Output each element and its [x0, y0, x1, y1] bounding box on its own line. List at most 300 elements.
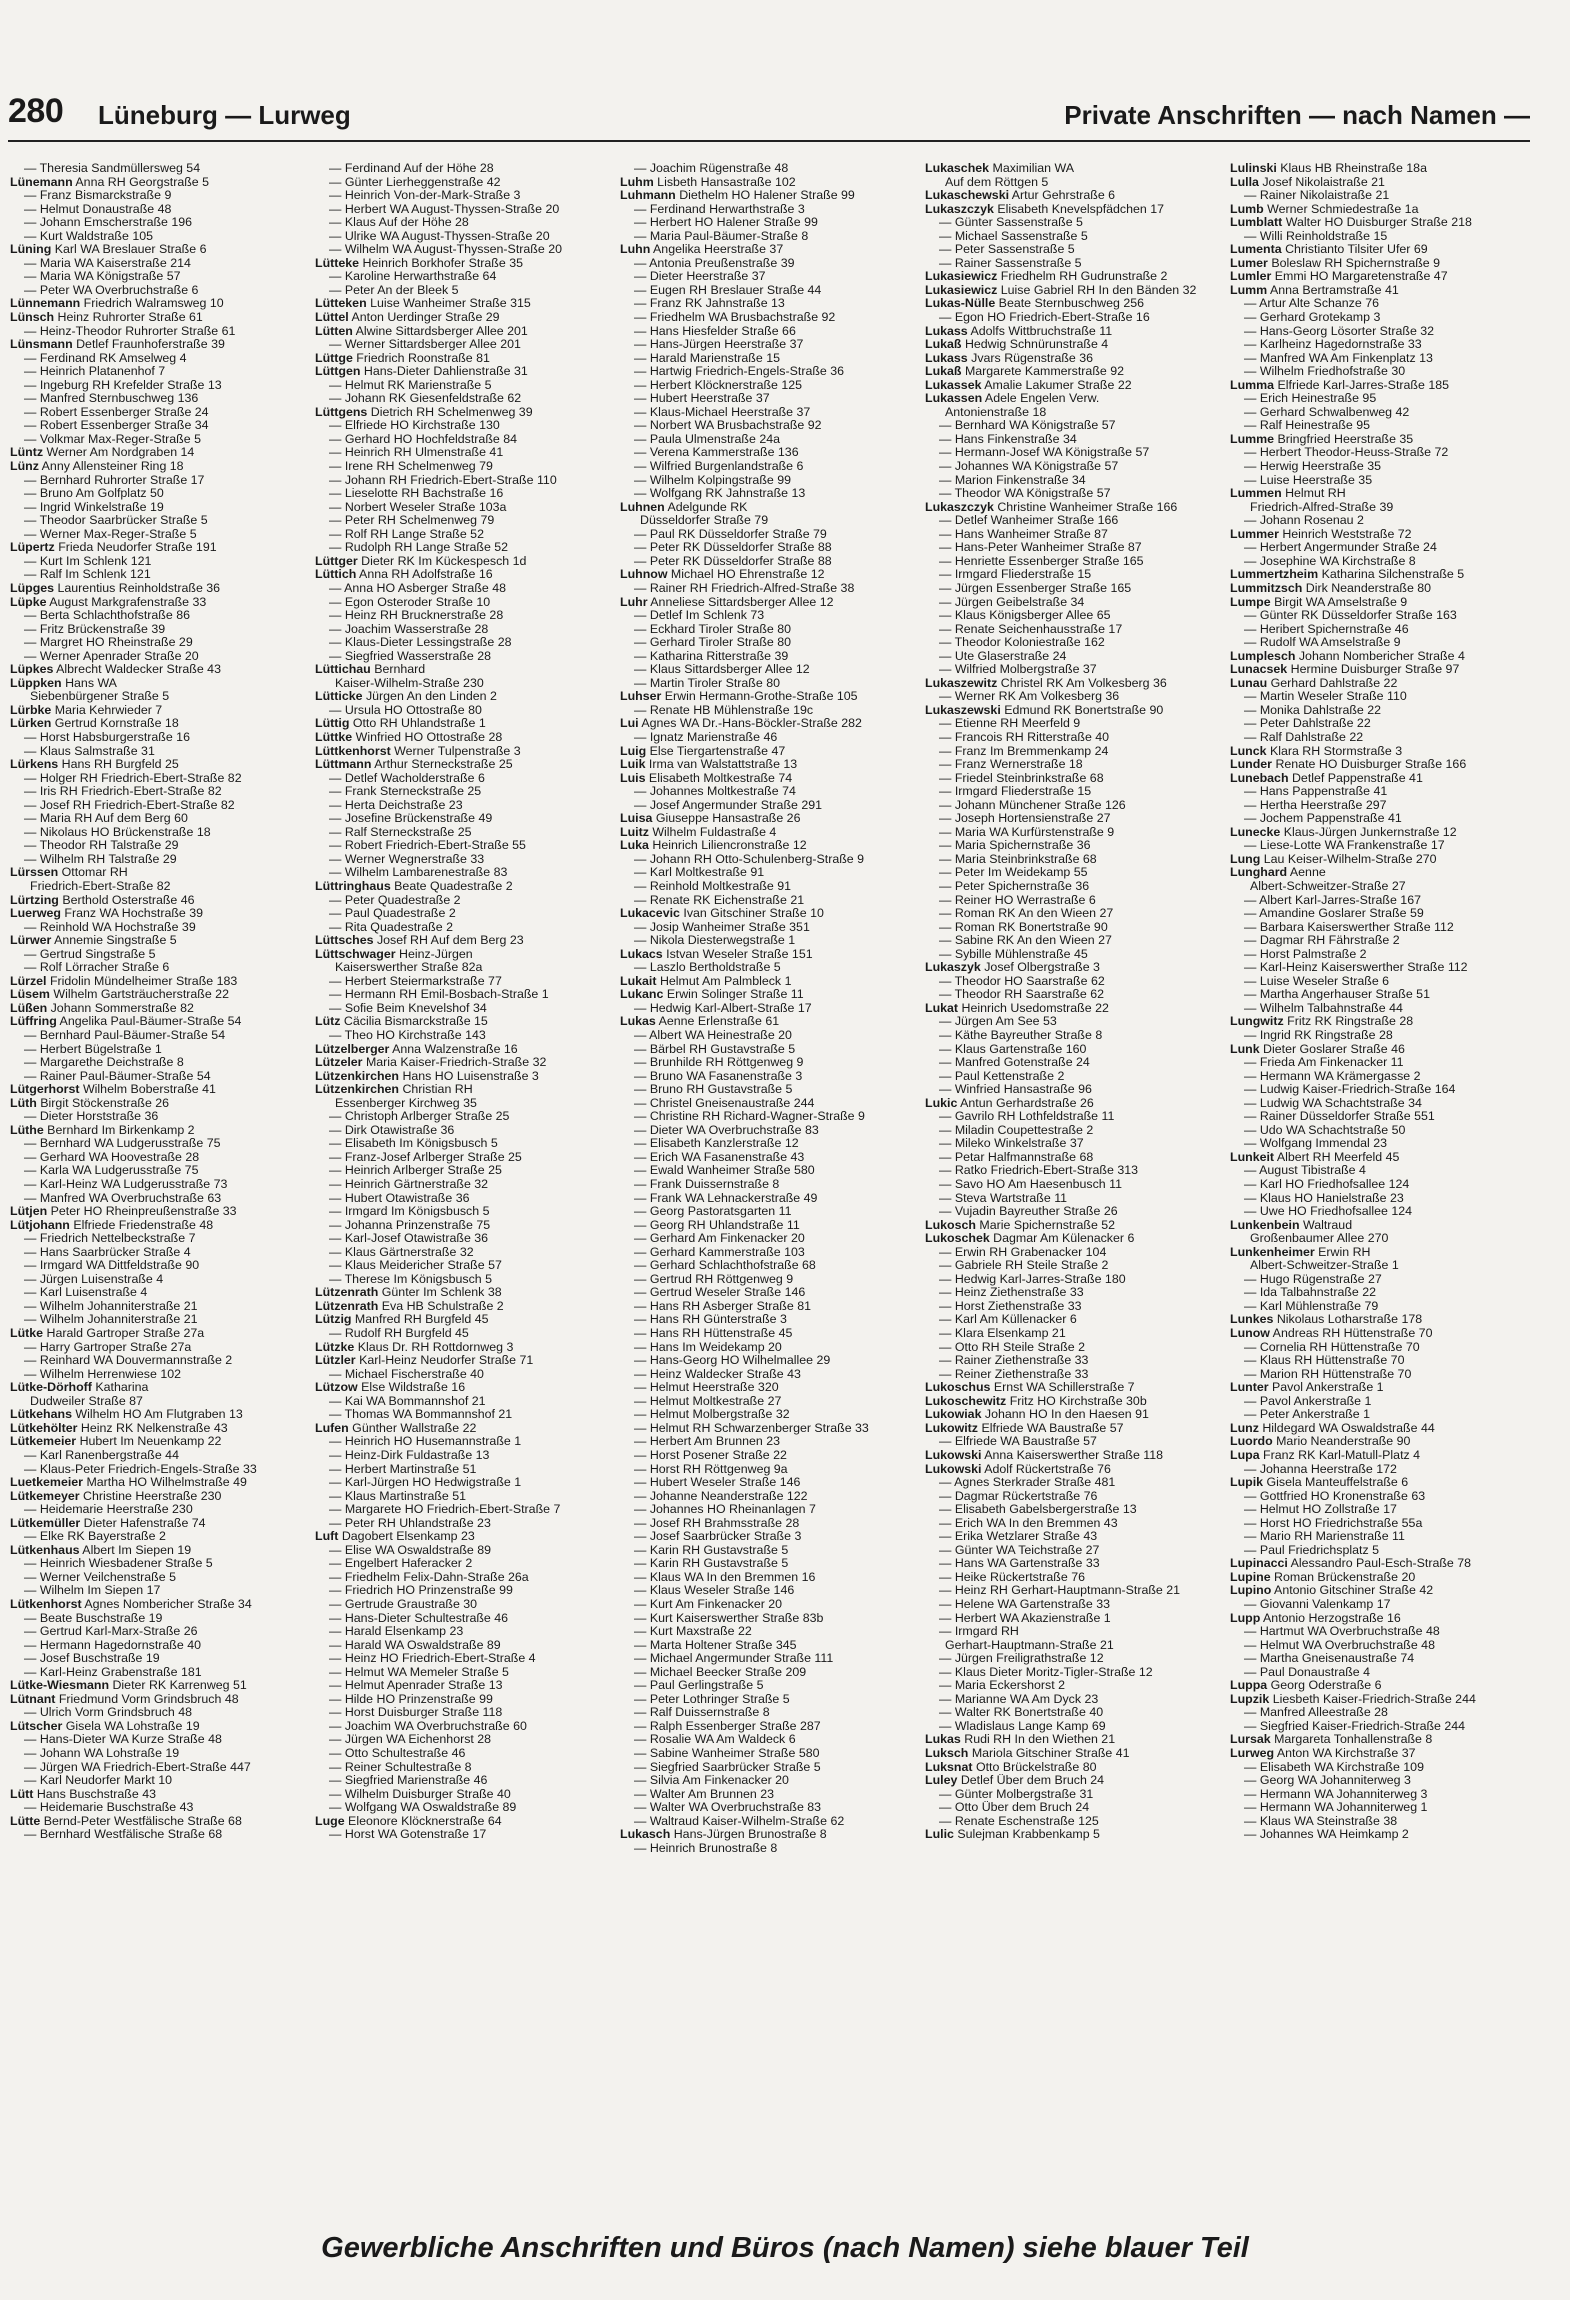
directory-entry: Luhser Erwin Hermann-Grothe-Straße 105 — [620, 690, 858, 704]
directory-entry: Lukas Aenne Erlenstraße 61 — [620, 1015, 780, 1029]
directory-entry: — Herbert Am Brunnen 23 — [634, 1435, 781, 1449]
directory-entry: Lütz Cäcilia Bismarckstraße 15 — [315, 1015, 488, 1029]
directory-entry: Lüsem Wilhelm Gartsträucherstraße 22 — [10, 988, 229, 1002]
directory-entry: — Rudolf WA Amselstraße 9 — [1244, 636, 1401, 650]
directory-entry: Lüthe Bernhard Im Birkenkamp 2 — [10, 1123, 195, 1137]
directory-entry: — Ludwig WA Schachtstraße 34 — [1244, 1096, 1422, 1110]
entry-surname: Luksch — [925, 1746, 969, 1760]
directory-entry: Lüttel Anton Uerdinger Straße 29 — [315, 311, 500, 325]
directory-entry: — Waltraud Kaiser-Wilhelm-Straße 62 — [634, 1814, 845, 1828]
directory-entry: — Eugen RH Breslauer Straße 44 — [634, 283, 822, 297]
entry-surname: Lürzel — [10, 974, 47, 988]
directory-entry: — Detlef Wacholderstraße 6 — [329, 771, 485, 785]
directory-entry: — Erika Wetzlarer Straße 43 — [939, 1530, 1098, 1544]
directory-entry: — Klaus Gartenstraße 160 — [939, 1042, 1087, 1056]
directory-entry: — Ralf Dahlstraße 22 — [1244, 730, 1364, 744]
entry-surname: Lupa — [1230, 1448, 1260, 1462]
directory-entry: — Hans-Jürgen Heerstraße 37 — [634, 338, 804, 352]
directory-entry: — Hans Im Weidekamp 20 — [634, 1340, 782, 1354]
entry-surname: Lüttkenhorst — [315, 744, 391, 758]
entry-surname: Lukaschek — [925, 162, 990, 175]
directory-entry: Lüttke Winfried HO Ottostraße 28 — [315, 730, 503, 744]
directory-entry: — Klaus-Dieter Lessingstraße 28 — [329, 636, 512, 650]
directory-entry: Luka Heinrich Liliencronstraße 12 — [620, 839, 807, 853]
directory-entry: Albert-Schweitzer-Straße 27 — [1250, 879, 1406, 893]
directory-entry: Lukowski Anna Kaiserswerther Straße 118 — [925, 1448, 1164, 1462]
directory-entry: Lütgerhorst Wilhelm Boberstraße 41 — [10, 1083, 216, 1097]
directory-entry: Lüning Karl WA Breslauer Straße 6 — [10, 243, 207, 257]
directory-entry: — Heinz Ziethenstraße 33 — [939, 1286, 1084, 1300]
entry-surname: Luhmann — [620, 189, 676, 203]
directory-entry: — Herbert Theodor-Heuss-Straße 72 — [1244, 446, 1449, 460]
directory-entry: Lüttger Dieter RK Im Kückespesch 1d — [315, 554, 527, 568]
directory-entry: — Hans-Georg Lösorter Straße 32 — [1244, 324, 1435, 338]
entry-surname: Lunkeit — [1230, 1150, 1275, 1164]
directory-entry: Luksch Mariola Gitschiner Straße 41 — [925, 1746, 1130, 1760]
directory-entry: — Lieselotte RH Bachstraße 16 — [329, 487, 504, 501]
entry-surname: Lupik — [1230, 1476, 1264, 1490]
directory-entry: — Herbert WA Akazienstraße 1 — [939, 1611, 1111, 1625]
directory-entry: — Winfried Hansastraße 96 — [939, 1083, 1092, 1097]
directory-entry: — Nikolaus HO Brückenstraße 18 — [24, 825, 211, 839]
entry-surname: Lukasch — [620, 1828, 671, 1842]
entry-surname: Luft — [315, 1530, 339, 1544]
entry-surname: Lumma — [1230, 378, 1275, 392]
directory-entry: — Jürgen Am See 53 — [939, 1015, 1057, 1029]
directory-entry: — Irmgard RH — [939, 1625, 1019, 1639]
entry-surname: Lunebach — [1230, 771, 1289, 785]
directory-entry: — Heinz Waldecker Straße 43 — [634, 1367, 801, 1381]
directory-entry: — Sabine RK An den Wieen 27 — [939, 934, 1112, 948]
entry-surname: Lukassen — [925, 392, 983, 406]
directory-entry: — Klaus HO Hanielstraße 23 — [1244, 1191, 1404, 1205]
directory-entry: Lukosch Marie Spichernstraße 52 — [925, 1218, 1116, 1232]
directory-entry: — Klara Elsenkamp 21 — [939, 1327, 1066, 1341]
directory-entry: — Günter RK Düsseldorfer Straße 163 — [1244, 609, 1457, 623]
directory-entry: Lukoschewitz Fritz HO Kirchstraße 30b — [925, 1394, 1147, 1408]
directory-entry: — Klaus RH Hüttenstraße 70 — [1244, 1354, 1405, 1368]
directory-entry: — Werner Veilchenstraße 5 — [24, 1570, 176, 1584]
directory-entry: — Amandine Goslarer Straße 59 — [1244, 907, 1424, 921]
directory-entry: Lunkenheimer Erwin RH — [1230, 1245, 1371, 1259]
directory-entry: — Peter WA Overbruchstraße 6 — [24, 283, 199, 297]
directory-entry: — Josef RH Brahmsstraße 28 — [634, 1516, 800, 1530]
directory-entry: — Heinz RH Gerhart-Hauptmann-Straße 21 — [939, 1584, 1181, 1598]
entry-surname: Lützeler — [315, 1056, 363, 1070]
directory-entry: Lütkemeier Hubert Im Neuenkamp 22 — [10, 1435, 222, 1449]
entry-surname: Lüttgens — [315, 405, 368, 419]
directory-entry: — Francois RH Ritterstraße 40 — [939, 730, 1110, 744]
directory-entry: Lukowiak Johann HO In den Haesen 91 — [925, 1408, 1149, 1422]
directory-entry: Lütkenhorst Agnes Nombericher Straße 34 — [10, 1597, 252, 1611]
directory-entry: Lüppken Hans WA — [10, 676, 117, 690]
directory-entry: — Iris RH Friedrich-Ebert-Straße 82 — [24, 785, 222, 799]
directory-entry: — Rainer Sassenstraße 5 — [939, 256, 1082, 270]
entry-surname: Lung — [1230, 852, 1261, 866]
directory-entry: — Siegfried Marienstraße 46 — [329, 1774, 488, 1788]
entry-surname: Lukaszczyk — [925, 500, 994, 514]
directory-entry: — Heinz RH Brucknerstraße 28 — [329, 609, 504, 623]
entry-surname: Lütke-Dörhoff — [10, 1381, 92, 1395]
entry-surname: Lüsem — [10, 988, 50, 1002]
directory-entry: — Rainer Nikolaistraße 21 — [1244, 189, 1390, 203]
entry-surname: Lursak — [1230, 1733, 1271, 1747]
directory-entry: Luetkemeier Martha HO Wilhelmstraße 49 — [10, 1476, 247, 1490]
directory-entry: — Harry Gartroper Straße 27a — [24, 1340, 192, 1354]
directory-entry: Gerhart-Hauptmann-Straße 21 — [945, 1638, 1114, 1652]
directory-entry: Lüffring Angelika Paul-Bäumer-Straße 54 — [10, 1015, 242, 1029]
directory-entry: — Wolfgang WA Oswaldstraße 89 — [329, 1801, 517, 1815]
directory-entry: Lunecke Klaus-Jürgen Junkernstraße 12 — [1230, 825, 1457, 839]
directory-entry: — Hedwig Karl-Albert-Straße 17 — [634, 1001, 812, 1015]
entry-surname: Lummer — [1230, 527, 1279, 541]
directory-entry: Lütke Harald Gartroper Straße 27a — [10, 1327, 205, 1341]
directory-entry: — Gottfried HO Kronenstraße 63 — [1244, 1489, 1426, 1503]
directory-entry: — Thomas WA Bommannshof 21 — [329, 1408, 513, 1422]
directory-entry: — Herbert Steiermarkstraße 77 — [329, 974, 502, 988]
directory-entry: — Heinrich Platanenhof 7 — [24, 365, 166, 379]
directory-entry: — Dieter WA Overbruchstraße 83 — [634, 1123, 819, 1137]
directory-entry: — Elisabeth Im Königsbusch 5 — [329, 1137, 498, 1151]
entry-surname: Lummitzsch — [1230, 581, 1303, 595]
directory-entry: Lützelberger Anna Walzenstraße 16 — [315, 1042, 518, 1056]
entry-surname: Luhser — [620, 690, 662, 704]
directory-entry: — Hermann WA Johanniterweg 1 — [1244, 1801, 1428, 1815]
directory-entry: — Siegfried Saarbrücker Straße 5 — [634, 1760, 821, 1774]
entry-surname: Lünnemann — [10, 297, 81, 311]
entry-surname: Lunkes — [1230, 1313, 1274, 1327]
directory-entry: — Bernhard Paul-Bäumer-Straße 54 — [24, 1029, 226, 1042]
directory-entry: — Luise Heerstraße 35 — [1244, 473, 1373, 487]
directory-entry: — Wilhelm Lambarenestraße 83 — [329, 866, 508, 880]
directory-entry: — Horst Habsburgerstraße 16 — [24, 730, 190, 744]
directory-entry: — Hartwig Friedrich-Engels-Straße 36 — [634, 365, 845, 379]
directory-entry: — Heike Rückertstraße 76 — [939, 1570, 1085, 1584]
directory-entry: — Günter Lierheggenstraße 42 — [329, 175, 501, 189]
directory-entry: — Artur Alte Schanze 76 — [1244, 297, 1379, 311]
entry-surname: Lukowski — [925, 1448, 982, 1462]
directory-entry: — Jürgen Luisenstraße 4 — [24, 1272, 164, 1286]
directory-entry: Lukacs Istvan Weseler Straße 151 — [620, 947, 813, 961]
directory-entry: — Wilhelm Duisburger Straße 40 — [329, 1787, 511, 1801]
directory-entry: Lützenkirchen Hans HO Luisenstraße 3 — [315, 1069, 539, 1083]
directory-entry: — Barbara Kaiserswerther Straße 112 — [1244, 920, 1454, 934]
entry-surname: Lukosch — [925, 1218, 976, 1232]
page-number: 280 — [8, 92, 64, 130]
directory-entry: — Walter RK Bonertstraße 40 — [939, 1706, 1104, 1720]
entry-surname: Lunow — [1230, 1327, 1270, 1341]
directory-entry: — Hans Finkenstraße 34 — [939, 432, 1077, 446]
directory-entry: — Maria Paul-Bäumer-Straße 8 — [634, 229, 809, 243]
directory-entry: Lütkenhaus Albert Im Siepen 19 — [10, 1543, 192, 1557]
directory-entry: Lumpe Birgit WA Amselstraße 9 — [1230, 595, 1408, 609]
directory-entry: — Theodor RH Talstraße 29 — [24, 839, 179, 853]
entry-surname: Lukoschewitz — [925, 1394, 1007, 1408]
directory-entry: — Elisabeth Gabelsbergerstraße 13 — [939, 1503, 1137, 1517]
directory-entry: — Margarethe Deichstraße 8 — [24, 1056, 184, 1070]
entry-surname: Lüttig — [315, 717, 350, 731]
directory-entry: — Jürgen Essenberger Straße 165 — [939, 581, 1132, 595]
directory-entry: Lürken Gertrud Kornstraße 18 — [10, 717, 179, 731]
entry-surname: Lunghard — [1230, 866, 1288, 880]
directory-entry: — Mario RH Marienstraße 11 — [1244, 1530, 1405, 1544]
entry-surname: Lumblatt — [1230, 216, 1283, 230]
directory-entry: — Liese-Lotte WA Frankenstraße 17 — [1244, 839, 1445, 853]
directory-entry: — Renate Seichenhausstraße 17 — [939, 622, 1123, 636]
directory-entry: — Helmut HO Zollstraße 17 — [1244, 1503, 1397, 1517]
directory-entry: Lütjohann Elfriede Friedenstraße 48 — [10, 1218, 214, 1232]
directory-entry: — Klaus Weseler Straße 146 — [634, 1584, 795, 1598]
directory-entry: — Renate Eschenstraße 125 — [939, 1814, 1099, 1828]
directory-entry: Luge Eleonore Klöcknerstraße 64 — [315, 1814, 502, 1828]
directory-entry: — Bernhard Westfälische Straße 68 — [24, 1828, 223, 1842]
directory-entry: Lukassen Adele Engelen Verw. — [925, 392, 1100, 406]
directory-entry: Lufen Günther Wallstraße 22 — [315, 1421, 477, 1435]
directory-entry: Lukowski Adolf Rückertstraße 76 — [925, 1462, 1111, 1476]
directory-entry: — Franz Wernerstraße 18 — [939, 758, 1083, 772]
directory-entry: Lütjen Peter HO Rheinpreußenstraße 33 — [10, 1205, 237, 1219]
directory-entry: Lütten Alwine Sittardsberger Allee 201 — [315, 324, 528, 338]
directory-entry: Lummitzsch Dirk Neanderstraße 80 — [1230, 581, 1432, 595]
directory-entry: — Franz Bismarckstraße 9 — [24, 189, 172, 203]
directory-entry: — Hartmut WA Overbruchstraße 48 — [1244, 1625, 1440, 1639]
directory-entry: — Rudolf RH Burgfeld 45 — [329, 1327, 469, 1341]
directory-entry: — Klaus-Michael Heerstraße 37 — [634, 405, 811, 419]
column-3 — [620, 162, 920, 2187]
entry-surname: Lummertzheim — [1230, 568, 1319, 582]
entry-surname: Lütkehans — [10, 1408, 72, 1422]
directory-entry: — Friedrich HO Prinzenstraße 99 — [329, 1584, 513, 1598]
directory-entry: — Hans-Georg HO Wilhelmallee 29 — [634, 1354, 831, 1368]
directory-entry: — Agnes Sterkrader Straße 481 — [939, 1476, 1116, 1490]
directory-entry: — Friedhelm Felix-Dahn-Straße 26a — [329, 1570, 529, 1584]
directory-entry: — Heinrich HO Husemannstraße 1 — [329, 1435, 522, 1449]
directory-entry: Lukaszczyk Elisabeth Knevelspfädchen 17 — [925, 202, 1165, 216]
directory-entry: — Karin RH Gustavstraße 5 — [634, 1557, 789, 1571]
directory-entry: — Ralf Heinestraße 95 — [1244, 419, 1371, 433]
directory-entry: — Karl-Josef Otawistraße 36 — [329, 1232, 489, 1246]
entry-surname: Lüttke — [315, 730, 353, 744]
directory-entry: Großenbaumer Allee 270 — [1250, 1232, 1389, 1246]
entry-surname: Lüttge — [315, 351, 353, 365]
directory-entry: — Reinhold WA Hochstraße 39 — [24, 920, 196, 934]
directory-entry: Lüttkenhorst Werner Tulpenstraße 3 — [315, 744, 521, 758]
directory-entry: Lumb Werner Schmiedestraße 1a — [1230, 202, 1419, 216]
section-title: Private Anschriften — nach Namen — — [1064, 100, 1530, 130]
entry-surname: Lürssen — [10, 866, 59, 880]
directory-entry: — Ursula HO Ottostraße 80 — [329, 703, 482, 717]
entry-surname: Lützig — [315, 1313, 352, 1327]
directory-entry: — Peter Sassenstraße 5 — [939, 243, 1075, 257]
entry-surname: Lütjohann — [10, 1218, 70, 1232]
directory-entry: Luitz Wilhelm Fuldastraße 4 — [620, 825, 777, 839]
directory-entry: — Johannes Moltkestraße 74 — [634, 785, 796, 799]
directory-entry: — Dagmar RH Fährstraße 2 — [1244, 934, 1400, 948]
directory-entry: — Helmut Moltkestraße 27 — [634, 1394, 782, 1408]
entry-surname: Lüßen — [10, 1001, 48, 1015]
entry-surname: Lüttsches — [315, 934, 374, 948]
directory-entry: Lunz Hildegard WA Oswaldstraße 44 — [1230, 1421, 1435, 1435]
directory-entry: — Herwig Heerstraße 35 — [1244, 460, 1382, 474]
directory-entry: — Christel Gneisenaustraße 244 — [634, 1096, 815, 1110]
entry-surname: Lüning — [10, 243, 52, 257]
directory-entry: — Josef Angermunder Straße 291 — [634, 798, 823, 812]
entry-surname: Lüttich — [315, 568, 357, 582]
directory-entry: — Otto Schultestraße 46 — [329, 1746, 466, 1760]
directory-entry: — Wolfgang Immendal 23 — [1244, 1137, 1388, 1151]
directory-entry: — Dirk Otawistraße 36 — [329, 1123, 455, 1137]
directory-entry: Lützenkirchen Christian RH — [315, 1083, 473, 1097]
entry-surname: Lürkens — [10, 758, 59, 772]
entry-surname: Lützenrath — [315, 1286, 379, 1300]
directory-entry: Lünsmann Detlef Fraunhoferstraße 39 — [10, 338, 225, 352]
directory-entry: — Ingrid Winkelstraße 19 — [24, 500, 164, 514]
directory-entry: — Johann WA Lohstraße 19 — [24, 1746, 180, 1760]
directory-entry: Lunk Dieter Goslarer Straße 46 — [1230, 1042, 1405, 1056]
entry-surname: Lukas — [620, 1015, 656, 1029]
entry-surname: Lukowiak — [925, 1408, 982, 1422]
directory-entry: — Helmut Donaustraße 48 — [24, 202, 172, 216]
entry-surname: Luik — [620, 758, 646, 772]
directory-entry: — Horst HO Friedrichstraße 55a — [1244, 1516, 1423, 1530]
directory-entry: — Hertha Heerstraße 297 — [1244, 798, 1387, 812]
directory-entry: Lützenrath Günter Im Schlenk 38 — [315, 1286, 502, 1300]
directory-entry: Lummen Helmut RH — [1230, 487, 1346, 501]
entry-surname: Luerweg — [10, 907, 61, 921]
directory-entry: — Gabriele RH Steile Straße 2 — [939, 1259, 1109, 1273]
directory-entry: — Gerhard Kammerstraße 103 — [634, 1245, 805, 1259]
directory-entry: Lüttgens Dietrich RH Schelmenweg 39 — [315, 405, 533, 419]
entry-surname: Lunecke — [1230, 825, 1281, 839]
column-5 — [1230, 162, 1530, 2187]
directory-entry: Lüttmann Arthur Sterneckstraße 25 — [315, 758, 513, 772]
directory-entry: — Rainer RH Friedrich-Alfred-Straße 38 — [634, 581, 855, 595]
directory-entry: — Joachim Wasserstraße 28 — [329, 622, 489, 636]
directory-entry: — Elfriede WA Baustraße 57 — [939, 1435, 1097, 1449]
directory-entry: Lumblatt Walter HO Duisburger Straße 218 — [1230, 216, 1472, 230]
directory-entry: Lukaszewski Edmund RK Bonertstraße 90 — [925, 703, 1164, 717]
directory-entry: — Helmut Heerstraße 320 — [634, 1381, 779, 1395]
entry-surname: Lürbke — [10, 703, 52, 717]
entry-surname: Lukasiewicz — [925, 283, 998, 297]
entry-surname: Lumb — [1230, 202, 1264, 216]
directory-entry: Lulic Sulejman Krabbenkamp 5 — [925, 1828, 1100, 1842]
directory-entry: Lurweg Anton WA Kirchstraße 37 — [1230, 1746, 1416, 1760]
entry-surname: Lütjen — [10, 1205, 48, 1219]
directory-entry: Lunacsek Hermine Duisburger Straße 97 — [1230, 663, 1460, 677]
entry-surname: Lukaszczyk — [925, 202, 994, 216]
directory-entry: — Wilfried Molbergstraße 37 — [939, 663, 1097, 677]
entry-surname: Lukaschewski — [925, 189, 1010, 203]
directory-entry: Lukaschewski Artur Gehrstraße 6 — [925, 189, 1116, 203]
entry-surname: Lüttgen — [315, 365, 361, 379]
directory-entry: — Ratko Friedrich-Ebert-Straße 313 — [939, 1164, 1139, 1178]
directory-entry: — Werner Sittardsberger Allee 201 — [329, 338, 521, 352]
directory-entry: — Günter WA Teichstraße 27 — [939, 1543, 1100, 1557]
directory-entry: Luhnow Michael HO Ehrenstraße 12 — [620, 568, 825, 582]
directory-entry: — Ferdinand Herwarthstraße 3 — [634, 202, 805, 216]
entry-surname: Lukaszewitz — [925, 676, 998, 690]
directory-entry: — Albert WA Heinestraße 20 — [634, 1029, 792, 1042]
directory-entry: — Harald WA Oswaldstraße 89 — [329, 1638, 501, 1652]
directory-entry: — Johanna Prinzenstraße 75 — [329, 1218, 491, 1232]
directory-entry: — Elisabeth WA Kirchstraße 109 — [1244, 1760, 1424, 1774]
directory-entry: — Michael Sassenstraße 5 — [939, 229, 1088, 243]
directory-entry: — Walter Am Brunnen 23 — [634, 1787, 775, 1801]
entry-surname: Lützelberger — [315, 1042, 390, 1056]
entry-surname: Lukanc — [620, 988, 664, 1002]
entry-surname: Lukass — [925, 351, 968, 365]
directory-entry: Lüpertz Frieda Neudorfer Straße 191 — [10, 541, 217, 555]
directory-entry: — Peter Lothringer Straße 5 — [634, 1692, 790, 1706]
directory-entry: Luppa Georg Oderstraße 6 — [1230, 1679, 1382, 1693]
directory-entry: Lukat Heinrich Usedomstraße 22 — [925, 1001, 1109, 1015]
directory-entry: — Peter RH Schelmenweg 79 — [329, 514, 495, 528]
directory-entry: Lung Lau Keiser-Wilhelm-Straße 270 — [1230, 852, 1437, 866]
directory-entry: — Georg RH Uhlandstraße 11 — [634, 1218, 800, 1232]
directory-entry: Lukaszewitz Christel RK Am Volkesberg 36 — [925, 676, 1167, 690]
entry-surname: Lützenkirchen — [315, 1069, 399, 1083]
directory-entry: — Heribert Spichernstraße 46 — [1244, 622, 1409, 636]
directory-entry: Lulla Josef Nikolaistraße 21 — [1230, 175, 1385, 189]
directory-entry: — Heidemarie Buschstraße 43 — [24, 1801, 194, 1815]
directory-entry: — Margret HO Rheinstraße 29 — [24, 636, 193, 650]
directory-entry: — Johann RH Otto-Schulenberg-Straße 9 — [634, 852, 865, 866]
directory-entry: — Gerhard Schlachthofstraße 68 — [634, 1259, 816, 1273]
directory-entry: — Johannes WA Königstraße 57 — [939, 460, 1119, 474]
directory-entry: Lützeler Maria Kaiser-Friedrich-Straße 32 — [315, 1056, 547, 1070]
directory-entry: — Miladin Coupettestraße 2 — [939, 1123, 1094, 1137]
directory-entry: Antonienstraße 18 — [945, 405, 1047, 419]
directory-entry: — Horst WA Gotenstraße 17 — [329, 1828, 487, 1842]
directory-entry: — Beate Buschstraße 19 — [24, 1611, 163, 1625]
directory-entry: Lukic Antun Gerhardstraße 26 — [925, 1096, 1094, 1110]
directory-entry: — Albert Karl-Jarres-Straße 167 — [1244, 893, 1421, 907]
directory-entry: — Elisabeth Kanzlerstraße 12 — [634, 1137, 799, 1151]
directory-entry: — Karl Neudorfer Markt 10 — [24, 1774, 173, 1788]
directory-entry: — Reinhold Moltkestraße 91 — [634, 879, 792, 893]
directory-entry: — Theodor HO Saarstraße 62 — [939, 974, 1105, 988]
entry-surname: Luetkemeier — [10, 1476, 84, 1490]
directory-entry: — Frieda Am Finkenacker 11 — [1244, 1056, 1404, 1070]
directory-entry: — Jürgen WA Friedrich-Ebert-Straße 447 — [24, 1760, 251, 1774]
directory-entry: — Gerhard Am Finkenacker 20 — [634, 1232, 805, 1246]
directory-entry: — Savo HO Am Haesenbusch 11 — [939, 1178, 1122, 1192]
entry-surname: Lukacevic — [620, 907, 680, 921]
directory-entry: Lüth Birgit Stöckenstraße 26 — [10, 1096, 170, 1110]
directory-entry: — Marion Finkenstraße 34 — [939, 473, 1086, 487]
directory-entry: Lukasiewicz Luise Gabriel RH In den Bänden 32 — [925, 283, 1197, 297]
column-1 — [10, 162, 310, 2187]
directory-entry: Lütticke Jürgen An den Linden 2 — [315, 690, 497, 704]
directory-entry: — Heinrich RH Ulmenstraße 41 — [329, 446, 504, 460]
directory-entry: Lukas-Nülle Beate Sternbuschweg 256 — [925, 297, 1145, 311]
directory-entry: — Siegfried Kaiser-Friedrich-Straße 244 — [1244, 1719, 1466, 1733]
directory-entry: Luley Detlef Über dem Bruch 24 — [925, 1774, 1105, 1788]
directory-entry: Lüpges Laurentius Reinholdstraße 36 — [10, 581, 221, 595]
directory-entry: — Rita Quadestraße 2 — [329, 920, 453, 934]
directory-entry: Lukas Rudi RH In den Wiethen 21 — [925, 1733, 1116, 1747]
column-4 — [925, 162, 1225, 2187]
directory-entry: Luhr Anneliese Sittardsberger Allee 12 — [620, 595, 834, 609]
directory-entry: Lützke Klaus Dr. RH Rottdornweg 3 — [315, 1340, 514, 1354]
entry-surname: Lütnant — [10, 1692, 56, 1706]
directory-entry: Lütscher Gisela WA Lohstraße 19 — [10, 1719, 200, 1733]
directory-entry: — Wilhelm Talbahnstraße 44 — [1244, 1001, 1403, 1015]
directory-entry: — Frank Duissernstraße 8 — [634, 1178, 780, 1192]
directory-entry: Lukaß Hedwig Schnürunstraße 4 — [925, 338, 1109, 352]
directory-entry: — Heinrich Arlberger Straße 25 — [329, 1164, 502, 1178]
